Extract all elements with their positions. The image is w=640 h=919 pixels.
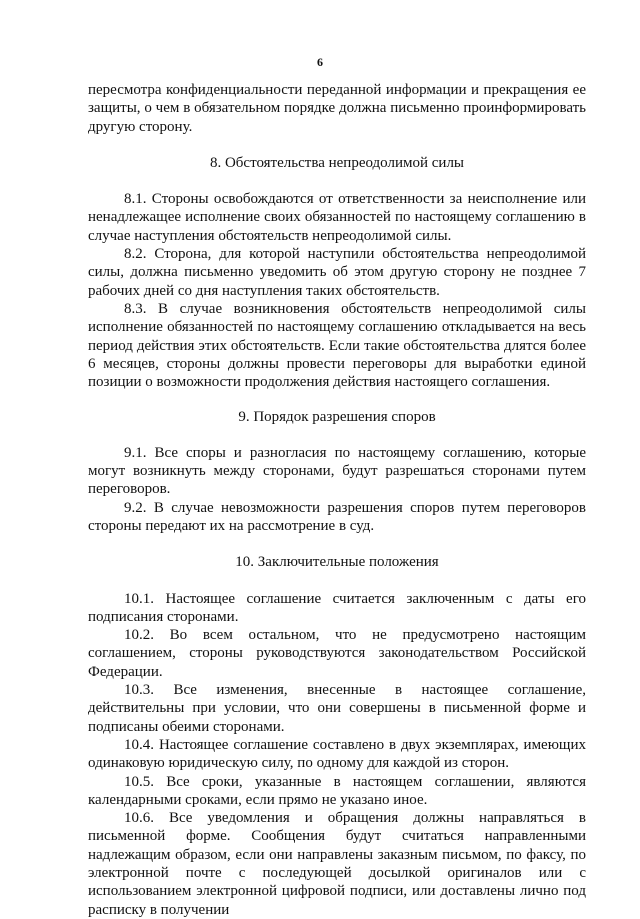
paragraph-10-5: 10.5. Все сроки, указанные в настоящем соглашении, являются календарными сроками, если прямо не указано иное. [88,773,586,808]
section-9-heading: 9. Порядок разрешения споров [238,409,436,426]
paragraph-10-6: 10.6. Все уведомления и обращения должны направляться в письменной форме. Сообщения будут считаться направленными надлежащим образом, если они направлены заказным письмом, по факсу, по электронной почте с последующей досылкой оригиналов или с использованием электронной цифровой подписи, или доставлены лично под расписку в получении [88,810,586,918]
page-number: 6 [317,55,323,69]
paragraph-10-4: 10.4. Настоящее соглашение составлено в двух экземплярах, имеющих одинаковую юридическую силу, по одному для каждой из сторон. [88,736,586,772]
paragraph-8-3: 8.3. В случае возникновения обстоятельств непреодолимой силы исполнение обязанностей по настоящему соглашению откладывается на весь период действия этих обстоятельств. Если такие обстоятельства длятся более 6 месяцев, стороны должны провести переговоры для выработки единой позиции о возможности продолжения действия настоящего соглашения. [88,300,586,391]
paragraph-8-1: 8.1. Стороны освобождаются от ответственности за неисполнение или ненадлежащее исполнение своих обязанностей по настоящему соглашению в случае наступления обстоятельств непреодолимой силы. [88,191,586,244]
paragraph-10-2: 10.2. Во всем остальном, что не предусмотрено настоящим соглашением, стороны руководствуются законодательством Российской Федерации. [88,627,586,680]
section-8-heading: 8. Обстоятельства непреодолимой силы [209,154,465,171]
paragraph-8-2: 8.2. Сторона, для которой наступили обстоятельства непреодолимой силы, должна письменно уведомить об этом другую сторону не позднее 7 рабочих дней со дня наступления таких обстоятельств. [88,246,586,299]
paragraph-10-1: 10.1. Настоящее соглашение считается заключенным с даты его подписания сторонами. [88,590,586,625]
document-body [88,81,586,919]
paragraph-9-1: 9.1. Все споры и разногласия по настоящему соглашению, которые могут возникнуть между сторонами, будут разрешаться сторонами путем переговоров. [88,444,586,498]
paragraph-10-3: 10.3. Все изменения, внесенные в настоящее соглашение, действительны при условии, что они совершены в письменной форме и подписаны обеими сторонами. [88,682,586,735]
section-10-heading: 10. Заключительные положения [235,554,439,571]
intro-paragraph: пересмотра конфиденциальности переданной информации и прекращения ее защиты, о чем в обязательном порядке должна письменно проинформировать другую сторону. [88,82,586,135]
paragraph-9-2: 9.2. В случае невозможности разрешения споров путем переговоров стороны передают их на рассмотрение в суд. [88,499,586,534]
